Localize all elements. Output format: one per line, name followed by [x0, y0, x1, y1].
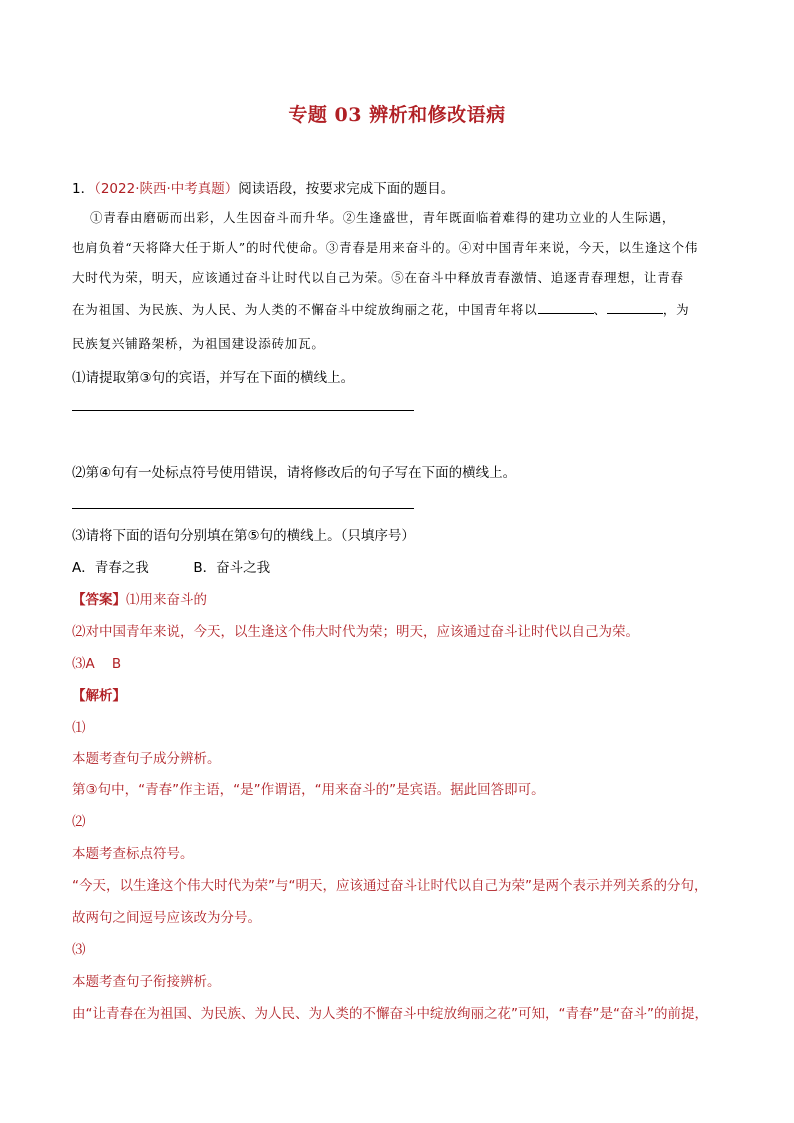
passage-line-3: 大时代为荣，明天，应该通过奋斗让时代以自己为荣。⑤在奋斗中释放青春激情、追逐青春理想，让青春: [72, 270, 684, 285]
analysis-3-text: 由“让青春在为祖国、为民族、为人民、为人类的不懈奋斗中绽放绚丽之花”可知，“青春”是“奋斗”的前提，: [72, 1006, 708, 1022]
sub-question-2: ⑵第④句有一处标点符号使用错误，请将修改后的句子写在下面的横线上。: [72, 465, 517, 481]
page-title: 专题 03 辨析和修改语病: [288, 104, 506, 126]
passage-line-4-text: 在为祖国、为民族、为人民、为人类的不懈奋斗中绽放绚丽之花，中国青年将以: [72, 302, 538, 317]
analysis-2-number: ⑵: [72, 814, 86, 830]
answer-row-1: [72, 588, 207, 608]
analysis-3-title: 本题考查句子衔接辨析。: [72, 974, 221, 990]
analysis-1-title: 本题考查句子成分辨析。: [72, 751, 221, 767]
analysis-1-number: ⑴: [72, 720, 86, 736]
answer-line-2[interactable]: [72, 508, 414, 509]
passage-line-1: ①青春由磨砺而出彩，人生因奋斗而升华。②生逢盛世，青年既面临着难得的建功立业的人生际遇，: [90, 210, 676, 225]
analysis-label: 【解析】: [72, 688, 126, 704]
answer-1: ⑴用来奋斗的: [126, 592, 207, 608]
question-source: （2022·陕西·中考真题）: [94, 181, 239, 197]
option-a: A．青春之我: [72, 560, 149, 576]
fill-blank-2[interactable]: [607, 301, 663, 314]
passage-line-4: [72, 300, 689, 318]
passage-line-2: 也肩负着“天将降大任于斯人”的时代使命。③青春是用来奋斗的。④对中国青年来说，今天，以生逢这个伟: [72, 240, 699, 255]
sub-question-3: ⑶请将下面的语句分别填在第⑤句的横线上。（只填序号）: [72, 528, 415, 544]
question-instruction: 阅读语段，按要求完成下面的题目。: [238, 181, 455, 197]
answer-2: ⑵对中国青年来说，今天，以生逢这个伟大时代为荣；明天，应该通过奋斗让时代以自己为荣。: [72, 624, 639, 640]
passage-separator: 、: [593, 302, 607, 317]
question-number: 1．: [72, 181, 95, 197]
options: [72, 556, 270, 576]
analysis-2-title: 本题考查标点符号。: [72, 846, 194, 862]
analysis-2-text-1: “今天，以生逢这个伟大时代为荣”与“明天，应该通过奋斗让时代以自己为荣”是两个表示并列关系的分句，: [72, 878, 708, 894]
question-header: [72, 177, 454, 197]
analysis-1-text: 第③句中，“青春”作主语，“是”作谓语，“用来奋斗的”是宾语。据此回答即可。: [72, 782, 545, 798]
passage-line-5: 民族复兴铺路架桥，为祖国建设添砖加瓦。: [72, 336, 325, 351]
analysis-3-number: ⑶: [72, 942, 86, 958]
option-b: B．奋斗之我: [193, 560, 271, 576]
passage-line-4-end: ，为: [662, 302, 690, 317]
fill-blank-1[interactable]: [538, 301, 594, 314]
analysis-2-text-2: 故两句之间逗号应该改为分号。: [72, 910, 261, 926]
answer-3: ⑶A B: [72, 656, 122, 672]
answer-line-1[interactable]: [72, 410, 414, 411]
answer-label: 【答案】: [72, 592, 126, 608]
sub-question-1: ⑴请提取第③句的宾语，并写在下面的横线上。: [72, 370, 355, 386]
